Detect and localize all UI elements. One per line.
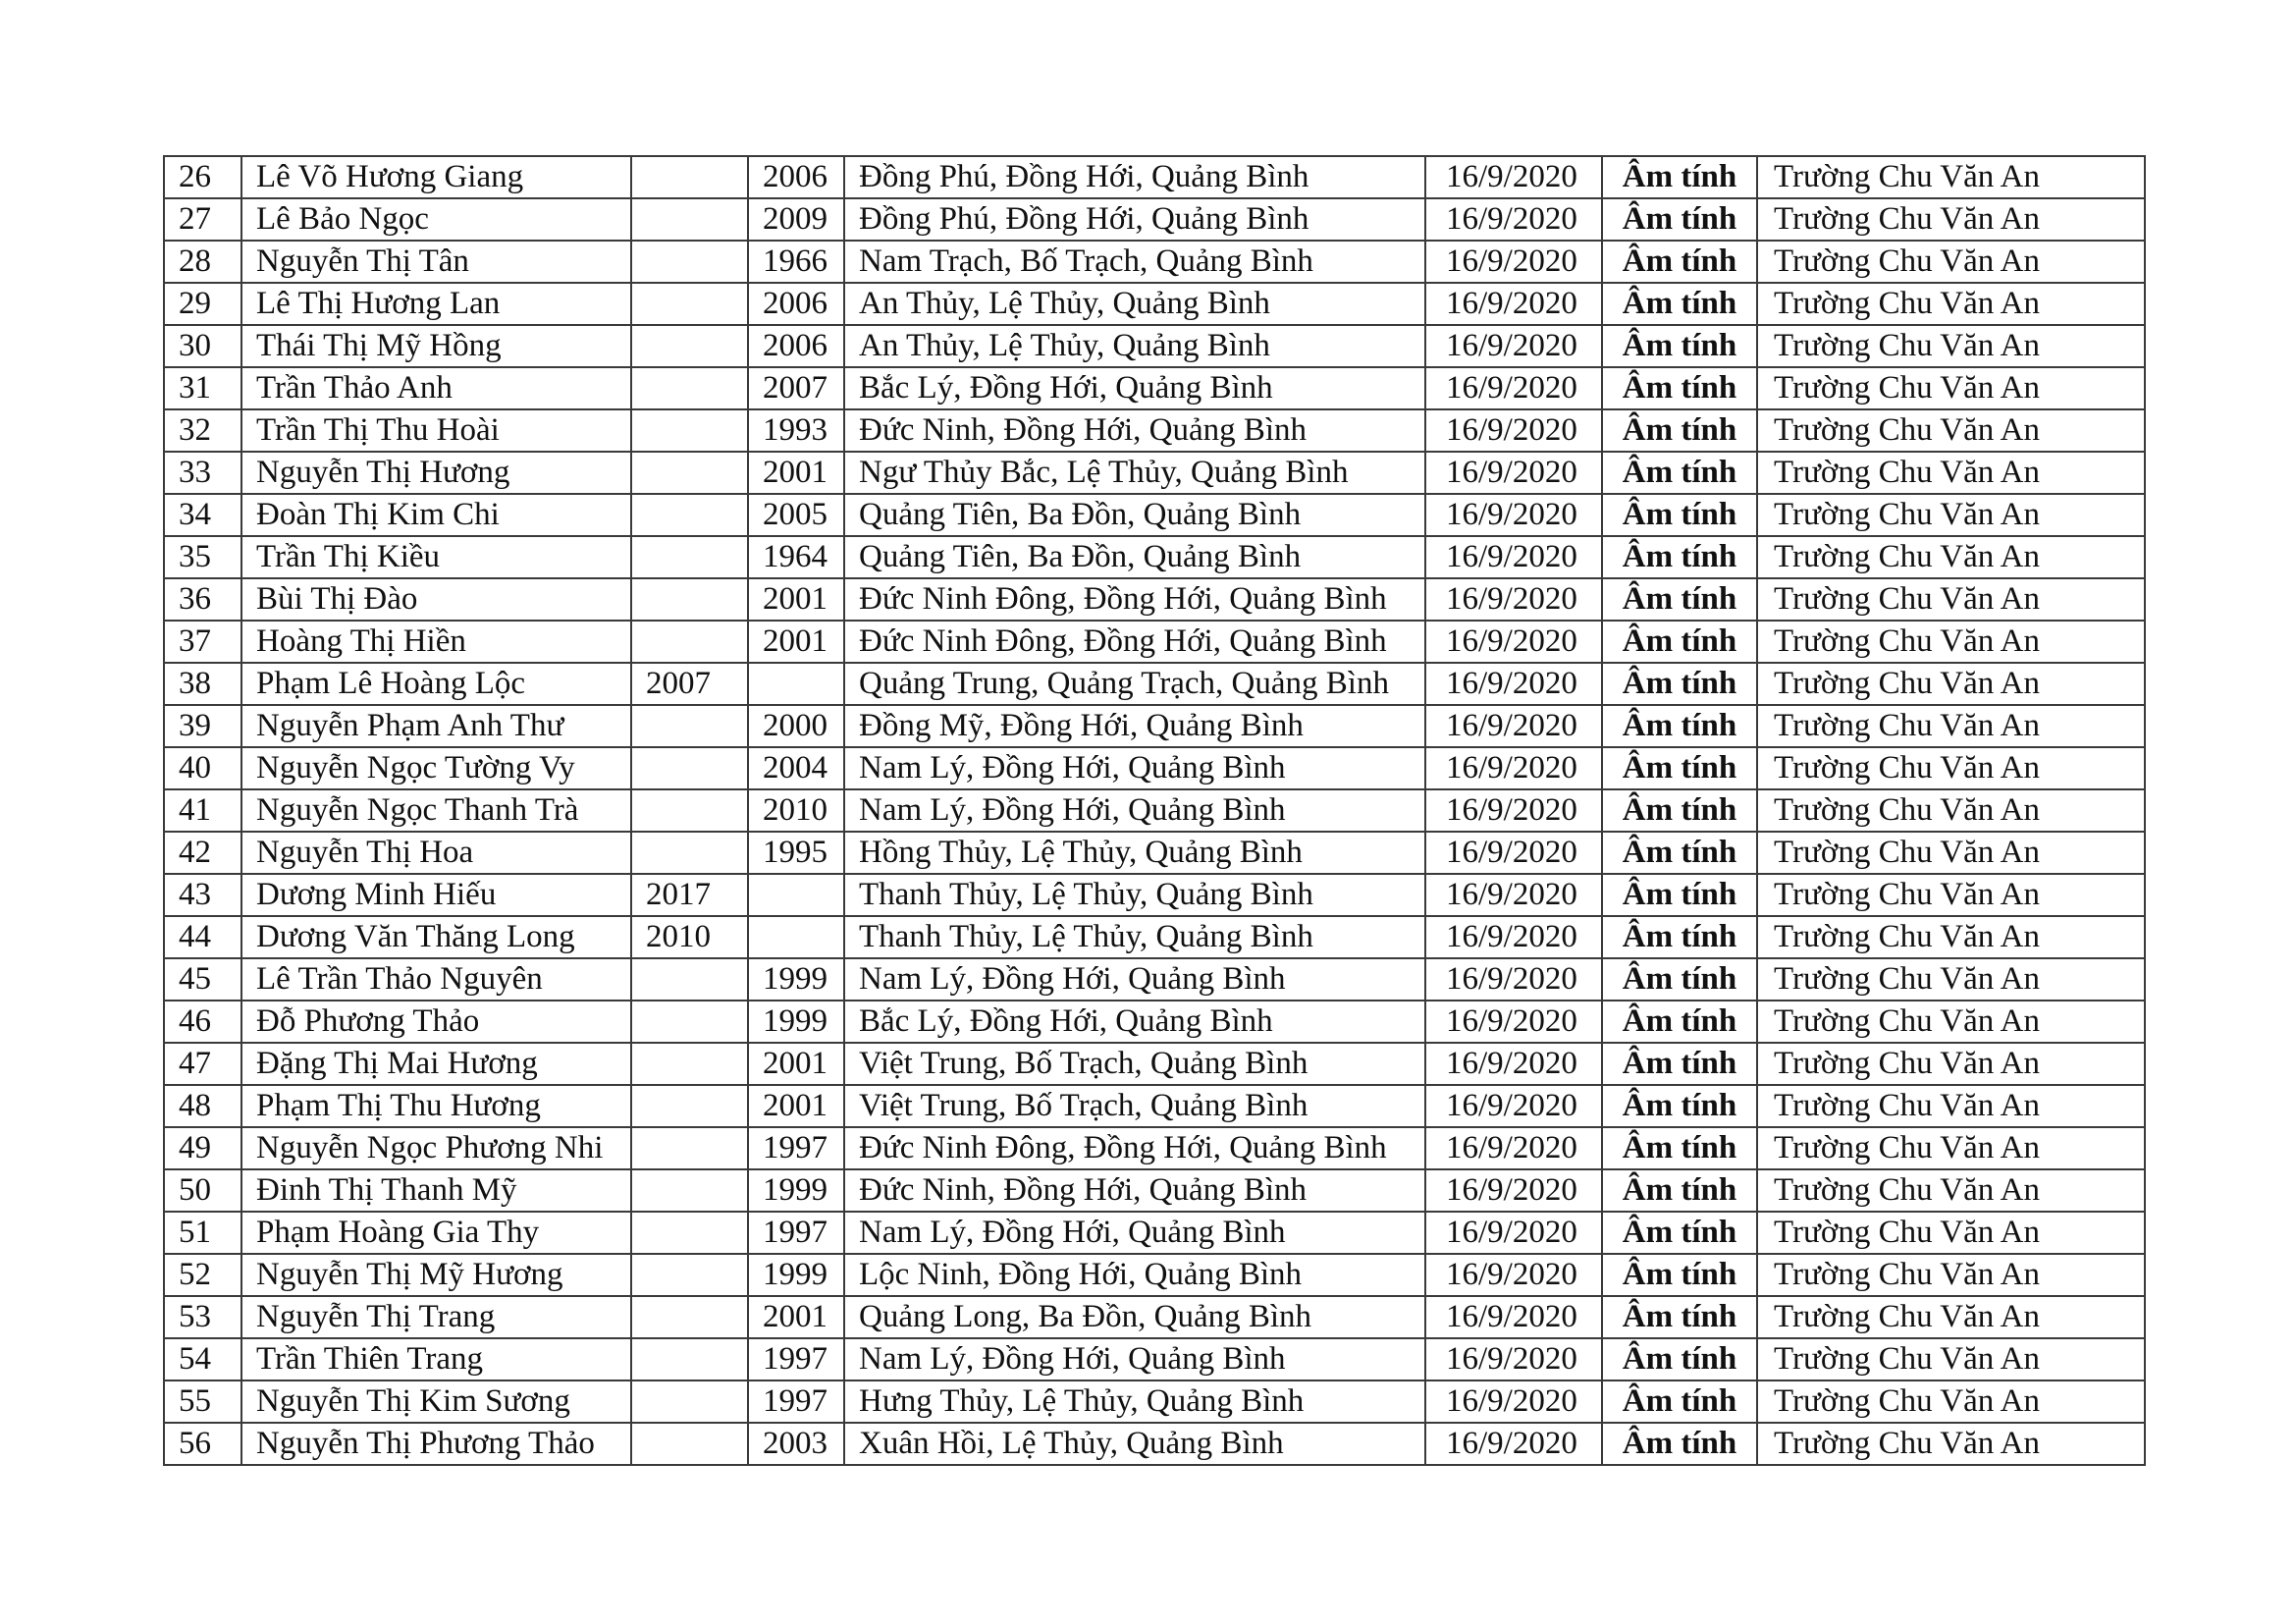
address-cell: Hưng Thủy, Lệ Thủy, Quảng Bình <box>844 1380 1425 1423</box>
table-row <box>164 1380 2145 1423</box>
sample-date-cell: 16/9/2020 <box>1425 1423 1602 1465</box>
birth-year-male-cell <box>631 283 748 325</box>
sample-date-cell: 16/9/2020 <box>1425 1043 1602 1085</box>
birth-year-male-cell <box>631 1001 748 1043</box>
full-name-cell: Trần Thị Kiều <box>241 536 631 578</box>
test-result-cell: Âm tính <box>1602 958 1757 1001</box>
quarantine-place-cell: Trường Chu Văn An <box>1757 874 2145 916</box>
birth-year-male-cell <box>631 1085 748 1127</box>
table-row <box>164 283 2145 325</box>
quarantine-place-cell: Trường Chu Văn An <box>1757 916 2145 958</box>
test-result-cell: Âm tính <box>1602 1423 1757 1465</box>
row-number-cell: 47 <box>164 1043 241 1085</box>
full-name-cell: Phạm Hoàng Gia Thy <box>241 1212 631 1254</box>
birth-year-male-cell <box>631 367 748 409</box>
address-cell: Nam Lý, Đồng Hới, Quảng Bình <box>844 1338 1425 1380</box>
birth-year-female-cell: 1966 <box>748 241 844 283</box>
birth-year-female-cell: 2005 <box>748 494 844 536</box>
table-row <box>164 621 2145 663</box>
row-number-cell: 55 <box>164 1380 241 1423</box>
sample-date-cell: 16/9/2020 <box>1425 621 1602 663</box>
birth-year-female-cell: 1997 <box>748 1380 844 1423</box>
address-cell: Xuân Hồi, Lệ Thủy, Quảng Bình <box>844 1423 1425 1465</box>
full-name-cell: Nguyễn Thị Kim Sương <box>241 1380 631 1423</box>
full-name-cell: Phạm Thị Thu Hương <box>241 1085 631 1127</box>
address-cell: Nam Lý, Đồng Hới, Quảng Bình <box>844 1212 1425 1254</box>
address-cell: Việt Trung, Bố Trạch, Quảng Bình <box>844 1043 1425 1085</box>
address-cell: Nam Lý, Đồng Hới, Quảng Bình <box>844 747 1425 789</box>
table-row <box>164 1254 2145 1296</box>
sample-date-cell: 16/9/2020 <box>1425 409 1602 452</box>
quarantine-place-cell: Trường Chu Văn An <box>1757 789 2145 832</box>
quarantine-place-cell: Trường Chu Văn An <box>1757 958 2145 1001</box>
sample-date-cell: 16/9/2020 <box>1425 1338 1602 1380</box>
birth-year-male-cell <box>631 621 748 663</box>
table-row <box>164 325 2145 367</box>
birth-year-female-cell: 2001 <box>748 1296 844 1338</box>
birth-year-male-cell: 2017 <box>631 874 748 916</box>
birth-year-female-cell <box>748 874 844 916</box>
sample-date-cell: 16/9/2020 <box>1425 747 1602 789</box>
birth-year-female-cell: 1995 <box>748 832 844 874</box>
address-cell: Nam Trạch, Bố Trạch, Quảng Bình <box>844 241 1425 283</box>
birth-year-male-cell <box>631 156 748 198</box>
quarantine-place-cell: Trường Chu Văn An <box>1757 1296 2145 1338</box>
test-result-cell: Âm tính <box>1602 1043 1757 1085</box>
quarantine-place-cell: Trường Chu Văn An <box>1757 621 2145 663</box>
birth-year-female-cell: 2006 <box>748 156 844 198</box>
table-row <box>164 156 2145 198</box>
address-cell: Đức Ninh, Đồng Hới, Quảng Bình <box>844 409 1425 452</box>
birth-year-male-cell <box>631 198 748 241</box>
quarantine-place-cell: Trường Chu Văn An <box>1757 1423 2145 1465</box>
full-name-cell: Lê Trần Thảo Nguyên <box>241 958 631 1001</box>
address-cell: Bắc Lý, Đồng Hới, Quảng Bình <box>844 367 1425 409</box>
row-number-cell: 27 <box>164 198 241 241</box>
birth-year-female-cell: 2006 <box>748 283 844 325</box>
birth-year-male-cell <box>631 1169 748 1212</box>
quarantine-place-cell: Trường Chu Văn An <box>1757 409 2145 452</box>
address-cell: Lộc Ninh, Đồng Hới, Quảng Bình <box>844 1254 1425 1296</box>
address-cell: Thanh Thủy, Lệ Thủy, Quảng Bình <box>844 916 1425 958</box>
sample-date-cell: 16/9/2020 <box>1425 1085 1602 1127</box>
birth-year-female-cell: 2000 <box>748 705 844 747</box>
birth-year-female-cell: 2007 <box>748 367 844 409</box>
birth-year-male-cell <box>631 832 748 874</box>
sample-date-cell: 16/9/2020 <box>1425 1296 1602 1338</box>
test-result-cell: Âm tính <box>1602 1001 1757 1043</box>
full-name-cell: Hoàng Thị Hiền <box>241 621 631 663</box>
birth-year-male-cell <box>631 241 748 283</box>
test-result-cell: Âm tính <box>1602 536 1757 578</box>
row-number-cell: 46 <box>164 1001 241 1043</box>
quarantine-place-cell: Trường Chu Văn An <box>1757 452 2145 494</box>
full-name-cell: Lê Bảo Ngọc <box>241 198 631 241</box>
full-name-cell: Nguyễn Thị Mỹ Hương <box>241 1254 631 1296</box>
sample-date-cell: 16/9/2020 <box>1425 1169 1602 1212</box>
table-row <box>164 578 2145 621</box>
birth-year-male-cell <box>631 958 748 1001</box>
test-result-cell: Âm tính <box>1602 325 1757 367</box>
test-result-cell: Âm tính <box>1602 367 1757 409</box>
row-number-cell: 34 <box>164 494 241 536</box>
quarantine-place-cell: Trường Chu Văn An <box>1757 578 2145 621</box>
sample-date-cell: 16/9/2020 <box>1425 325 1602 367</box>
full-name-cell: Trần Thị Thu Hoài <box>241 409 631 452</box>
address-cell: Đức Ninh Đông, Đồng Hới, Quảng Bình <box>844 1127 1425 1169</box>
test-result-cell: Âm tính <box>1602 1380 1757 1423</box>
full-name-cell: Nguyễn Thị Trang <box>241 1296 631 1338</box>
test-result-cell: Âm tính <box>1602 1212 1757 1254</box>
sample-date-cell: 16/9/2020 <box>1425 241 1602 283</box>
test-result-cell: Âm tính <box>1602 789 1757 832</box>
birth-year-female-cell: 2001 <box>748 1043 844 1085</box>
birth-year-male-cell <box>631 325 748 367</box>
address-cell: Nam Lý, Đồng Hới, Quảng Bình <box>844 958 1425 1001</box>
test-result-cell: Âm tính <box>1602 1338 1757 1380</box>
birth-year-female-cell: 2001 <box>748 578 844 621</box>
row-number-cell: 35 <box>164 536 241 578</box>
test-result-cell: Âm tính <box>1602 409 1757 452</box>
row-number-cell: 42 <box>164 832 241 874</box>
address-cell: Nam Lý, Đồng Hới, Quảng Bình <box>844 789 1425 832</box>
results-table <box>163 155 2146 1466</box>
birth-year-male-cell: 2007 <box>631 663 748 705</box>
birth-year-female-cell: 2001 <box>748 452 844 494</box>
sample-date-cell: 16/9/2020 <box>1425 578 1602 621</box>
test-result-cell: Âm tính <box>1602 705 1757 747</box>
sample-date-cell: 16/9/2020 <box>1425 367 1602 409</box>
quarantine-place-cell: Trường Chu Văn An <box>1757 1001 2145 1043</box>
quarantine-place-cell: Trường Chu Văn An <box>1757 241 2145 283</box>
quarantine-place-cell: Trường Chu Văn An <box>1757 536 2145 578</box>
test-result-cell: Âm tính <box>1602 241 1757 283</box>
full-name-cell: Dương Văn Thăng Long <box>241 916 631 958</box>
birth-year-male-cell: 2010 <box>631 916 748 958</box>
test-result-cell: Âm tính <box>1602 1127 1757 1169</box>
test-result-cell: Âm tính <box>1602 832 1757 874</box>
table-row <box>164 663 2145 705</box>
quarantine-place-cell: Trường Chu Văn An <box>1757 1212 2145 1254</box>
birth-year-female-cell: 1999 <box>748 1254 844 1296</box>
row-number-cell: 54 <box>164 1338 241 1380</box>
test-result-cell: Âm tính <box>1602 1296 1757 1338</box>
table-row <box>164 832 2145 874</box>
table-row <box>164 1338 2145 1380</box>
table-row <box>164 958 2145 1001</box>
full-name-cell: Phạm Lê Hoàng Lộc <box>241 663 631 705</box>
table-row <box>164 1043 2145 1085</box>
row-number-cell: 41 <box>164 789 241 832</box>
row-number-cell: 37 <box>164 621 241 663</box>
table-row <box>164 409 2145 452</box>
quarantine-place-cell: Trường Chu Văn An <box>1757 1127 2145 1169</box>
birth-year-male-cell <box>631 1423 748 1465</box>
birth-year-male-cell <box>631 452 748 494</box>
quarantine-place-cell: Trường Chu Văn An <box>1757 1338 2145 1380</box>
results-table-body <box>164 156 2145 1465</box>
birth-year-male-cell <box>631 1338 748 1380</box>
full-name-cell: Nguyễn Ngọc Tường Vy <box>241 747 631 789</box>
birth-year-male-cell <box>631 789 748 832</box>
birth-year-female-cell <box>748 663 844 705</box>
birth-year-female-cell: 1999 <box>748 1001 844 1043</box>
sample-date-cell: 16/9/2020 <box>1425 1212 1602 1254</box>
birth-year-male-cell <box>631 1043 748 1085</box>
row-number-cell: 28 <box>164 241 241 283</box>
address-cell: Đức Ninh Đông, Đồng Hới, Quảng Bình <box>844 578 1425 621</box>
quarantine-place-cell: Trường Chu Văn An <box>1757 1085 2145 1127</box>
test-result-cell: Âm tính <box>1602 198 1757 241</box>
full-name-cell: Dương Minh Hiếu <box>241 874 631 916</box>
row-number-cell: 48 <box>164 1085 241 1127</box>
quarantine-place-cell: Trường Chu Văn An <box>1757 1254 2145 1296</box>
address-cell: An Thủy, Lệ Thủy, Quảng Bình <box>844 283 1425 325</box>
address-cell: Quảng Trung, Quảng Trạch, Quảng Bình <box>844 663 1425 705</box>
test-result-cell: Âm tính <box>1602 916 1757 958</box>
quarantine-place-cell: Trường Chu Văn An <box>1757 198 2145 241</box>
row-number-cell: 56 <box>164 1423 241 1465</box>
birth-year-male-cell <box>631 1127 748 1169</box>
row-number-cell: 30 <box>164 325 241 367</box>
row-number-cell: 32 <box>164 409 241 452</box>
birth-year-female-cell: 1999 <box>748 958 844 1001</box>
full-name-cell: Đinh Thị Thanh Mỹ <box>241 1169 631 1212</box>
full-name-cell: Nguyễn Phạm Anh Thư <box>241 705 631 747</box>
birth-year-male-cell <box>631 1296 748 1338</box>
table-row <box>164 198 2145 241</box>
row-number-cell: 36 <box>164 578 241 621</box>
address-cell: An Thủy, Lệ Thủy, Quảng Bình <box>844 325 1425 367</box>
address-cell: Ngư Thủy Bắc, Lệ Thủy, Quảng Bình <box>844 452 1425 494</box>
birth-year-male-cell <box>631 1380 748 1423</box>
sample-date-cell: 16/9/2020 <box>1425 452 1602 494</box>
birth-year-male-cell <box>631 1254 748 1296</box>
quarantine-place-cell: Trường Chu Văn An <box>1757 705 2145 747</box>
address-cell: Quảng Tiên, Ba Đồn, Quảng Bình <box>844 494 1425 536</box>
table-row <box>164 916 2145 958</box>
test-result-cell: Âm tính <box>1602 1085 1757 1127</box>
address-cell: Thanh Thủy, Lệ Thủy, Quảng Bình <box>844 874 1425 916</box>
sample-date-cell: 16/9/2020 <box>1425 705 1602 747</box>
sample-date-cell: 16/9/2020 <box>1425 536 1602 578</box>
sample-date-cell: 16/9/2020 <box>1425 832 1602 874</box>
row-number-cell: 50 <box>164 1169 241 1212</box>
birth-year-female-cell: 1997 <box>748 1338 844 1380</box>
table-row <box>164 367 2145 409</box>
table-row <box>164 1085 2145 1127</box>
row-number-cell: 51 <box>164 1212 241 1254</box>
quarantine-place-cell: Trường Chu Văn An <box>1757 1043 2145 1085</box>
row-number-cell: 49 <box>164 1127 241 1169</box>
address-cell: Bắc Lý, Đồng Hới, Quảng Bình <box>844 1001 1425 1043</box>
table-row <box>164 1296 2145 1338</box>
full-name-cell: Nguyễn Thị Hương <box>241 452 631 494</box>
table-row <box>164 1001 2145 1043</box>
row-number-cell: 38 <box>164 663 241 705</box>
test-result-cell: Âm tính <box>1602 494 1757 536</box>
quarantine-place-cell: Trường Chu Văn An <box>1757 1380 2145 1423</box>
row-number-cell: 53 <box>164 1296 241 1338</box>
row-number-cell: 26 <box>164 156 241 198</box>
quarantine-place-cell: Trường Chu Văn An <box>1757 494 2145 536</box>
table-row <box>164 747 2145 789</box>
quarantine-place-cell: Trường Chu Văn An <box>1757 747 2145 789</box>
birth-year-male-cell <box>631 1212 748 1254</box>
address-cell: Đồng Phú, Đồng Hới, Quảng Bình <box>844 156 1425 198</box>
table-row <box>164 1212 2145 1254</box>
birth-year-male-cell <box>631 705 748 747</box>
table-row <box>164 874 2145 916</box>
test-result-cell: Âm tính <box>1602 283 1757 325</box>
test-result-cell: Âm tính <box>1602 578 1757 621</box>
sample-date-cell: 16/9/2020 <box>1425 1127 1602 1169</box>
quarantine-place-cell: Trường Chu Văn An <box>1757 156 2145 198</box>
sample-date-cell: 16/9/2020 <box>1425 789 1602 832</box>
full-name-cell: Nguyễn Thị Tân <box>241 241 631 283</box>
birth-year-female-cell: 2001 <box>748 1085 844 1127</box>
address-cell: Quảng Tiên, Ba Đồn, Quảng Bình <box>844 536 1425 578</box>
birth-year-female-cell: 1964 <box>748 536 844 578</box>
table-row <box>164 494 2145 536</box>
test-result-cell: Âm tính <box>1602 1169 1757 1212</box>
sample-date-cell: 16/9/2020 <box>1425 916 1602 958</box>
full-name-cell: Nguyễn Thị Hoa <box>241 832 631 874</box>
full-name-cell: Trần Thảo Anh <box>241 367 631 409</box>
table-row <box>164 1423 2145 1465</box>
full-name-cell: Nguyễn Thị Phương Thảo <box>241 1423 631 1465</box>
sample-date-cell: 16/9/2020 <box>1425 1380 1602 1423</box>
birth-year-female-cell <box>748 916 844 958</box>
birth-year-female-cell: 1993 <box>748 409 844 452</box>
sample-date-cell: 16/9/2020 <box>1425 874 1602 916</box>
row-number-cell: 29 <box>164 283 241 325</box>
full-name-cell: Lê Võ Hương Giang <box>241 156 631 198</box>
birth-year-male-cell <box>631 578 748 621</box>
test-result-cell: Âm tính <box>1602 874 1757 916</box>
table-row <box>164 789 2145 832</box>
quarantine-place-cell: Trường Chu Văn An <box>1757 283 2145 325</box>
birth-year-female-cell: 1999 <box>748 1169 844 1212</box>
quarantine-place-cell: Trường Chu Văn An <box>1757 1169 2145 1212</box>
table-row <box>164 705 2145 747</box>
full-name-cell: Trần Thiên Trang <box>241 1338 631 1380</box>
quarantine-place-cell: Trường Chu Văn An <box>1757 325 2145 367</box>
table-row <box>164 452 2145 494</box>
birth-year-female-cell: 2001 <box>748 621 844 663</box>
table-row <box>164 241 2145 283</box>
address-cell: Đức Ninh, Đồng Hới, Quảng Bình <box>844 1169 1425 1212</box>
table-row <box>164 536 2145 578</box>
quarantine-place-cell: Trường Chu Văn An <box>1757 367 2145 409</box>
address-cell: Quảng Long, Ba Đồn, Quảng Bình <box>844 1296 1425 1338</box>
sample-date-cell: 16/9/2020 <box>1425 198 1602 241</box>
sample-date-cell: 16/9/2020 <box>1425 958 1602 1001</box>
address-cell: Hồng Thủy, Lệ Thủy, Quảng Bình <box>844 832 1425 874</box>
birth-year-female-cell: 2009 <box>748 198 844 241</box>
row-number-cell: 39 <box>164 705 241 747</box>
full-name-cell: Đỗ Phương Thảo <box>241 1001 631 1043</box>
test-result-cell: Âm tính <box>1602 1254 1757 1296</box>
birth-year-male-cell <box>631 747 748 789</box>
full-name-cell: Nguyễn Ngọc Thanh Trà <box>241 789 631 832</box>
row-number-cell: 44 <box>164 916 241 958</box>
sample-date-cell: 16/9/2020 <box>1425 1254 1602 1296</box>
full-name-cell: Nguyễn Ngọc Phương Nhi <box>241 1127 631 1169</box>
sample-date-cell: 16/9/2020 <box>1425 1001 1602 1043</box>
test-result-cell: Âm tính <box>1602 452 1757 494</box>
test-result-cell: Âm tính <box>1602 621 1757 663</box>
birth-year-female-cell: 1997 <box>748 1127 844 1169</box>
table-row <box>164 1127 2145 1169</box>
birth-year-female-cell: 2010 <box>748 789 844 832</box>
row-number-cell: 43 <box>164 874 241 916</box>
full-name-cell: Bùi Thị Đào <box>241 578 631 621</box>
full-name-cell: Thái Thị Mỹ Hồng <box>241 325 631 367</box>
row-number-cell: 33 <box>164 452 241 494</box>
sample-date-cell: 16/9/2020 <box>1425 156 1602 198</box>
birth-year-male-cell <box>631 536 748 578</box>
sample-date-cell: 16/9/2020 <box>1425 663 1602 705</box>
address-cell: Đồng Phú, Đồng Hới, Quảng Bình <box>844 198 1425 241</box>
full-name-cell: Đoàn Thị Kim Chi <box>241 494 631 536</box>
full-name-cell: Lê Thị Hương Lan <box>241 283 631 325</box>
sample-date-cell: 16/9/2020 <box>1425 283 1602 325</box>
row-number-cell: 52 <box>164 1254 241 1296</box>
test-result-cell: Âm tính <box>1602 747 1757 789</box>
address-cell: Đức Ninh Đông, Đồng Hới, Quảng Bình <box>844 621 1425 663</box>
row-number-cell: 45 <box>164 958 241 1001</box>
birth-year-male-cell <box>631 494 748 536</box>
birth-year-female-cell: 2003 <box>748 1423 844 1465</box>
row-number-cell: 40 <box>164 747 241 789</box>
address-cell: Đồng Mỹ, Đồng Hới, Quảng Bình <box>844 705 1425 747</box>
birth-year-male-cell <box>631 409 748 452</box>
birth-year-female-cell: 1997 <box>748 1212 844 1254</box>
test-result-cell: Âm tính <box>1602 663 1757 705</box>
sample-date-cell: 16/9/2020 <box>1425 494 1602 536</box>
birth-year-female-cell: 2006 <box>748 325 844 367</box>
table-row <box>164 1169 2145 1212</box>
row-number-cell: 31 <box>164 367 241 409</box>
quarantine-place-cell: Trường Chu Văn An <box>1757 663 2145 705</box>
test-result-cell: Âm tính <box>1602 156 1757 198</box>
birth-year-female-cell: 2004 <box>748 747 844 789</box>
address-cell: Việt Trung, Bố Trạch, Quảng Bình <box>844 1085 1425 1127</box>
quarantine-place-cell: Trường Chu Văn An <box>1757 832 2145 874</box>
full-name-cell: Đặng Thị Mai Hương <box>241 1043 631 1085</box>
